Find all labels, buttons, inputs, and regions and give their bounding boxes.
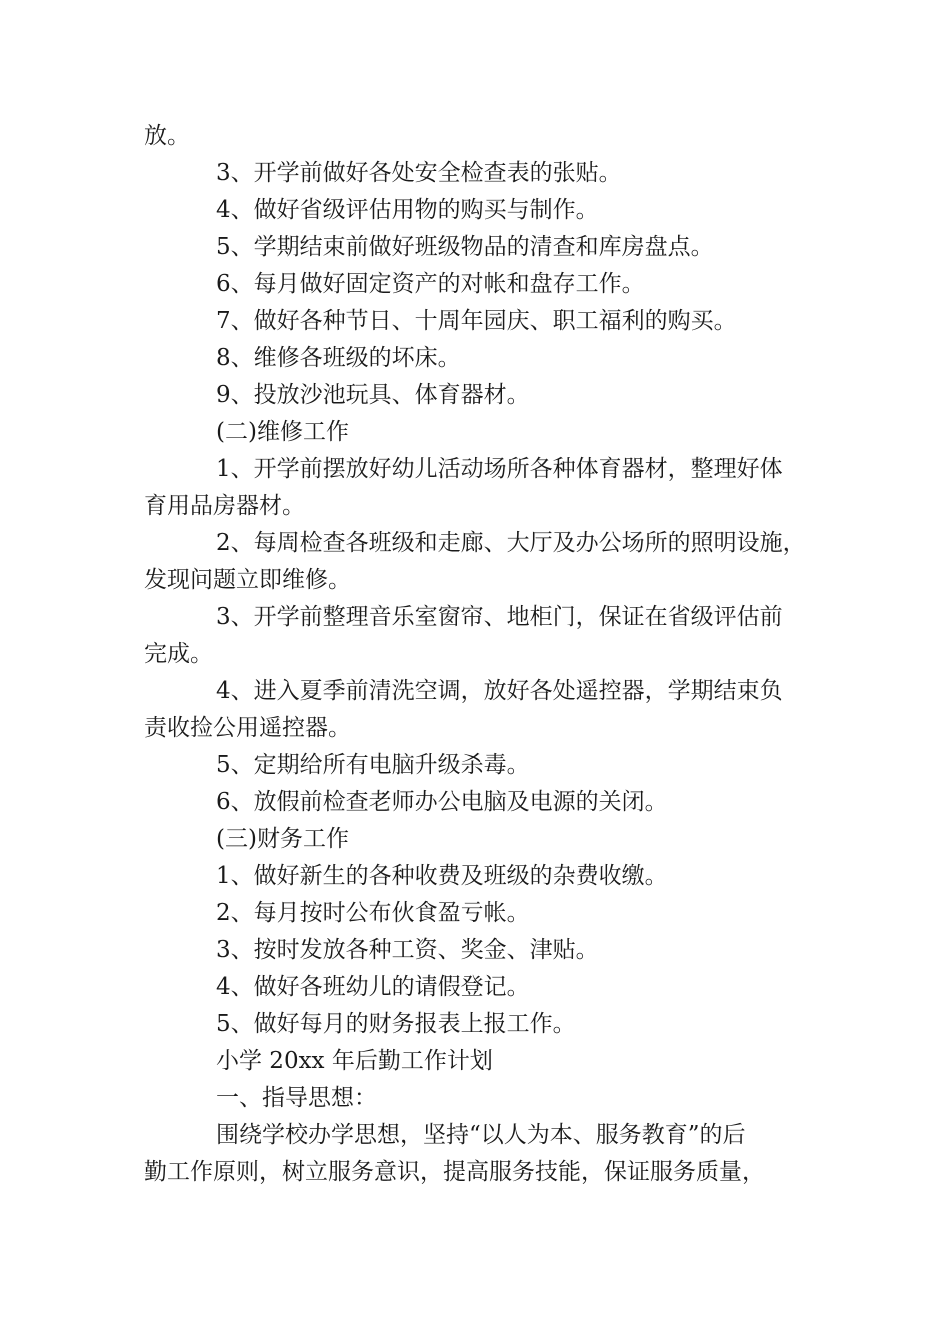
text-line: 7、做好各种节日、十周年园庆、职工福利的购买。: [216, 308, 737, 334]
text-line: 4、做好省级评估用物的购买与制作。: [216, 197, 599, 223]
text-line: 1、开学前摆放好幼儿活动场所各种体育器材，整理好体: [216, 456, 783, 482]
text-line: 1、做好新生的各种收费及班级的杂费收缴。: [216, 863, 668, 889]
text-line: 勤工作原则，树立服务意识，提高服务技能，保证服务质量，: [144, 1159, 765, 1185]
text-line: 发现问题立即维修。: [144, 567, 351, 593]
text-line: 2、每周检查各班级和走廊、大厅及办公场所的照明设施，: [216, 530, 806, 556]
text-line: 围绕学校办学思想，坚持“以人为本、服务教育”的后: [216, 1122, 746, 1148]
text-line: 5、定期给所有电脑升级杀毒。: [216, 752, 530, 778]
text-line: 一、指导思想：: [216, 1085, 377, 1111]
text-line: 8、维修各班级的坏床。: [216, 345, 461, 371]
text-line: 3、开学前做好各处安全检查表的张贴。: [216, 160, 622, 186]
text-line: 3、按时发放各种工资、奖金、津贴。: [216, 937, 599, 963]
text-line: 6、放假前检查老师办公电脑及电源的关闭。: [216, 789, 668, 815]
text-line: 育用品房器材。: [144, 493, 305, 519]
text-line: 5、做好每月的财务报表上报工作。: [216, 1011, 576, 1037]
text-line: 4、做好各班幼儿的请假登记。: [216, 974, 530, 1000]
text-line: 9、投放沙池玩具、体育器材。: [216, 382, 530, 408]
text-line: 6、每月做好固定资产的对帐和盘存工作。: [216, 271, 645, 297]
text-line: 放。: [144, 123, 190, 149]
text-line: 3、开学前整理音乐室窗帘、地柜门，保证在省级评估前: [216, 604, 783, 630]
text-line: (二)维修工作: [216, 419, 349, 445]
text-line: 完成。: [144, 641, 213, 667]
text-line: 小学 20xx 年后勤工作计划: [216, 1048, 493, 1074]
text-line: 2、每月按时公布伙食盈亏帐。: [216, 900, 530, 926]
text-line: 4、进入夏季前清洗空调，放好各处遥控器，学期结束负: [216, 678, 783, 704]
text-line: (三)财务工作: [216, 826, 349, 852]
text-line: 5、学期结束前做好班级物品的清查和库房盘点。: [216, 234, 714, 260]
document-body: [144, 118, 824, 1191]
text-line: 责收捡公用遥控器。: [144, 715, 351, 741]
